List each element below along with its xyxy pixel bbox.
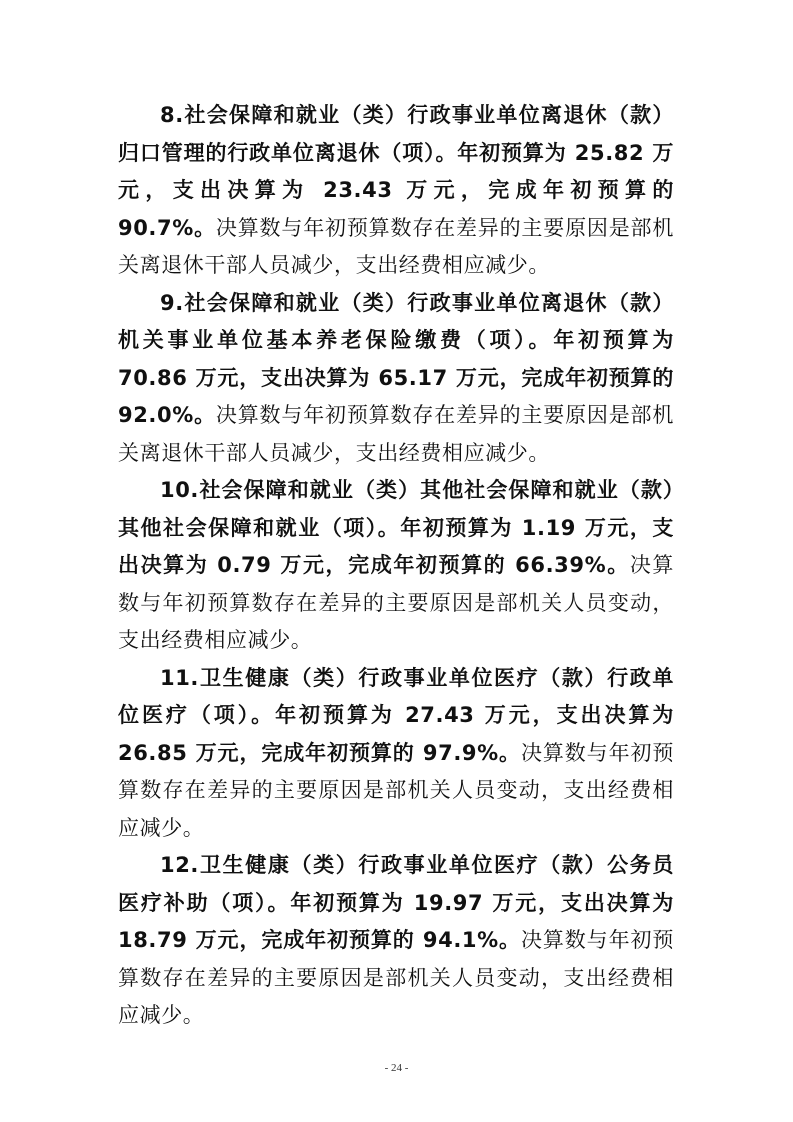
paragraph-lead: 11.卫生健康（类）行政事业单位医疗（款）行政单位医疗（项）。年初预算为 27.43 万元，支出决算为 26.85 万元，完成年初预算的 97.9%。	[118, 665, 674, 765]
document-body	[118, 97, 674, 1035]
paragraph-lead: 9.社会保障和就业（类）行政事业单位离退休（款）机关事业单位基本养老保险缴费（项）。年初预算为 70.86 万元，支出决算为 65.17 万元，完成年初预算的 92.0%。	[118, 290, 674, 427]
paragraph-item-8	[118, 97, 674, 285]
paragraph-item-12	[118, 847, 674, 1035]
paragraph-lead: 8.社会保障和就业（类）行政事业单位离退休（款）归口管理的行政单位离退休（项）。年初预算为 25.82 万元，支出决算为 23.43 万元，完成年初预算的 90.7%。	[118, 103, 674, 240]
paragraph-explanation: 决算数与年初预算数存在差异的主要原因是部机关人员变动，支出经费相应减少。	[118, 553, 675, 652]
paragraph-lead: 10.社会保障和就业（类）其他社会保障和就业（款）其他社会保障和就业（项）。年初预算为 1.19 万元，支出决算为 0.79 万元，完成年初预算的 66.39%。	[118, 478, 674, 577]
paragraph-explanation: 决算数与年初预算数存在差异的主要原因是部机关人员变动，支出经费相应减少。	[118, 928, 674, 1027]
paragraph-explanation: 决算数与年初预算数存在差异的主要原因是部机关离退休干部人员减少，支出经费相应减少。	[118, 215, 674, 277]
paragraph-item-11	[118, 660, 674, 848]
page-number: - 24 -	[384, 1062, 409, 1074]
paragraph-item-9	[118, 285, 674, 473]
paragraph-lead: 12.卫生健康（类）行政事业单位医疗（款）公务员医疗补助（项）。年初预算为 19.97 万元，支出决算为 18.79 万元，完成年初预算的 94.1%。	[118, 853, 674, 952]
paragraph-item-10	[118, 472, 674, 660]
paragraph-explanation: 决算数与年初预算数存在差异的主要原因是部机关人员变动，支出经费相应减少。	[118, 740, 674, 840]
paragraph-explanation: 决算数与年初预算数存在差异的主要原因是部机关离退休干部人员减少，支出经费相应减少。	[118, 403, 674, 465]
